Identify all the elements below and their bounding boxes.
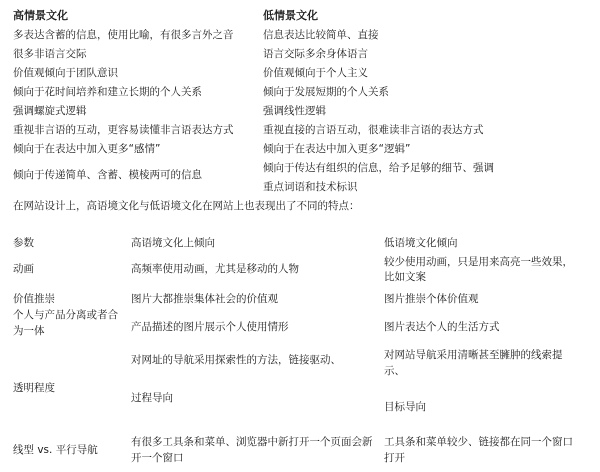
low-context-title: 低情景文化: [263, 9, 318, 22]
low-context-item: 信息表达比较简单、直接: [263, 29, 379, 41]
table-cell-high: 开一个窗口: [131, 452, 184, 464]
high-context-item: 倾向于花时间培养和建立长期的个人关系: [13, 86, 202, 98]
low-context-item: 重点词语和技术标识: [263, 181, 358, 193]
low-context-item: 倾向于发展短期的个人关系: [263, 86, 389, 98]
high-context-item: 强调螺旋式逻辑: [13, 105, 87, 117]
high-context-item: 价值观倾向于团队意识: [13, 67, 118, 79]
table-cell-low: 打开: [384, 452, 405, 464]
table-cell-low: 示、: [384, 365, 405, 377]
low-context-item: 倾向于在表达中加入更多“逻辑”: [263, 143, 411, 155]
table-cell-high: 产品描述的图片展示个人使用情形: [131, 321, 289, 333]
table-cell-parameter: 个人与产品分离或者合: [13, 309, 118, 321]
low-context-item: 价值观倾向于个人主义: [263, 67, 368, 79]
table-cell-low: 图片推崇个体价值观: [384, 293, 479, 305]
table-cell-low: 较少使用动画，只是用来高亮一些效果，: [384, 256, 573, 268]
table-cell-high: 图片大都推崇集体社会的价值观: [131, 293, 278, 305]
table-cell-low: 工具条和菜单较少、链接都在同一个窗口: [384, 436, 573, 448]
high-context-item: 重视非言语的互动，更容易读懂非言语表达方式: [13, 124, 234, 136]
low-context-item: 语言交际多余身体语言: [263, 48, 368, 60]
table-cell-high: 过程导向: [131, 392, 173, 404]
table-cell-low: 比如文案: [384, 271, 426, 283]
table-header-parameter: 参数: [13, 237, 34, 249]
table-cell-parameter: 为一体: [13, 325, 45, 337]
table-cell-high: 对网址的导航采用探索性的方法，链接驱动、: [131, 354, 341, 366]
high-context-title: 高情景文化: [13, 9, 68, 22]
intro-text: 在网站设计上，高语境文化与低语境文化在网站上也表现出了不同的特点：: [13, 200, 360, 212]
high-context-item: 多表达含蓄的信息，使用比喻，有很多言外之音: [13, 29, 234, 41]
table-cell-parameter: 线型 vs. 平行导航: [13, 444, 98, 456]
table-cell-low: 目标导向: [384, 401, 426, 413]
table-header-low: 低语境文化倾向: [384, 237, 458, 249]
high-context-item: 倾向于在表达中加入更多“感情”: [13, 143, 161, 155]
table-cell-high: 高频率使用动画，尤其是移动的人物: [131, 263, 299, 275]
table-cell-parameter: 动画: [13, 263, 34, 275]
low-context-item: 强调线性逻辑: [263, 105, 326, 117]
table-cell-low: 图片表达个人的生活方式: [384, 321, 500, 333]
low-context-item: 倾向于传达有组织的信息，给予足够的细节、强调: [263, 162, 494, 174]
table-cell-parameter: 透明程度: [13, 382, 55, 394]
high-context-item: 很多非语言交际: [13, 48, 87, 60]
low-context-item: 重视直接的言语互动，很难读非言语的表达方式: [263, 124, 484, 136]
table-cell-high: 有很多工具条和菜单、浏览器中新打开一个页面会新: [131, 436, 373, 448]
table-cell-low: 对网站导航采用清晰甚至臃肿的线索提: [384, 349, 563, 361]
table-header-high: 高语境文化上倾向: [131, 237, 215, 249]
table-cell-parameter: 价值推崇: [13, 293, 55, 305]
high-context-item: 倾向于传递简单、含蓄、模棱两可的信息: [13, 169, 202, 181]
